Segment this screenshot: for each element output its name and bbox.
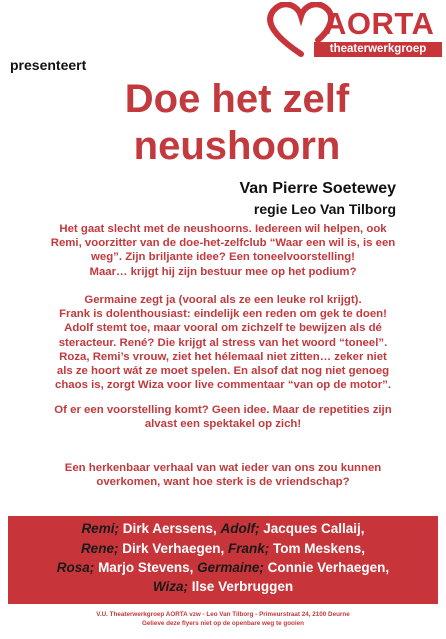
cast-actor: Marjo Stevens, xyxy=(94,560,198,575)
aorta-logo xyxy=(266,2,442,58)
cast-line xyxy=(8,579,438,595)
cast-actor: Connie Verhaegen, xyxy=(263,560,390,575)
paragraph-line: chaos is, zorgt Wiza voor live commentaar “van op de motor”. xyxy=(55,379,391,392)
paragraph-line: Frank is dolenthousiast: eindelijk een reden om gek te doen! xyxy=(59,308,387,321)
cast-actor: Dirk Aerssens, xyxy=(118,521,221,536)
disposal-notice: Gelieve deze flyers niet op de openbare weg te gooien xyxy=(141,620,304,627)
cast-role: Remi; xyxy=(81,521,119,536)
play-title-line-1: Doe het zelf xyxy=(124,77,350,121)
logo-wordmark: AORTA xyxy=(324,6,435,41)
paragraph-line: Remi, voorzitter van de doe-het-zelfclub “Waar een wil is, is een xyxy=(50,237,396,250)
paragraph-line: Roza, Remi’s vrouw, ziet het hélemaal niet zitten… zeker niet xyxy=(59,350,387,363)
paragraph-line: steracteur. René? Die krijgt al stress van het woord “toneel”. xyxy=(58,336,388,349)
presents-label: presenteert xyxy=(10,57,87,73)
paragraph-line: Of er een voorstelling komt? Geen idee. Maar de repetities zijn xyxy=(54,404,392,416)
cast-role: Rene; xyxy=(80,541,119,556)
play-title-line-2: neushoorn xyxy=(133,124,341,168)
paragraph-line: Adolf stemt toe, maar vooral om zichzelf te bewijzen als dé xyxy=(64,322,382,335)
cast-role: Rosa; xyxy=(56,560,95,575)
cast-box xyxy=(8,516,438,604)
synopsis-paragraph xyxy=(8,222,438,279)
paragraph-line: Maar… krijgt hij zijn bestuur mee op het podium? xyxy=(89,265,357,278)
cast-role: Frank; xyxy=(228,541,270,556)
cast-line xyxy=(8,541,438,557)
paragraph-line: overkomen, want hoe sterk is de vriendschap? xyxy=(96,476,350,489)
author-credit: Van Pierre Soetewey xyxy=(239,180,396,197)
cast-role: Germaine; xyxy=(197,560,264,575)
paragraph-line: Germaine zegt ja (vooral als ze een leuke rol krijgt). xyxy=(84,294,362,306)
paragraph-line: Een herkenbaar verhaal van wat ieder van ons zou kunnen xyxy=(64,462,382,474)
cast-line xyxy=(8,560,438,576)
paragraph-line: als ze hoort wát ze moet spelen. En alsof dat nog niet genoeg xyxy=(56,365,390,378)
cast-actor: Jacques Callaij, xyxy=(259,521,365,536)
cast-actor: Ilse Verbruggen xyxy=(188,579,294,594)
cast-line xyxy=(8,521,438,537)
paragraph-line: weg”. Zijn briljante idee? Een toneelvoorstelling! xyxy=(91,251,355,264)
logo-tagline: theaterwerkgroep xyxy=(314,42,442,57)
cast-actor: Tom Meskens, xyxy=(269,541,366,556)
paragraph-line: alvast een spektakel op zich! xyxy=(144,418,302,431)
cast-role: Wiza; xyxy=(152,579,189,594)
cast-actor: Dirk Verhaegen, xyxy=(118,541,229,556)
characters-paragraph xyxy=(8,293,438,392)
director-credit: regie Leo Van Tilborg xyxy=(253,201,396,217)
cast-role: Adolf; xyxy=(220,521,260,536)
teaser-paragraph xyxy=(8,403,438,431)
paragraph-line: Het gaat slecht met de neushoorns. Iedereen wil helpen, ook xyxy=(59,223,387,235)
closing-paragraph xyxy=(8,461,438,489)
publisher-line: V.U. Theaterwerkgroep AORTA vzw - Leo Van Tilborg - Primeurstraat 24, 2100 Deurne xyxy=(96,611,350,618)
